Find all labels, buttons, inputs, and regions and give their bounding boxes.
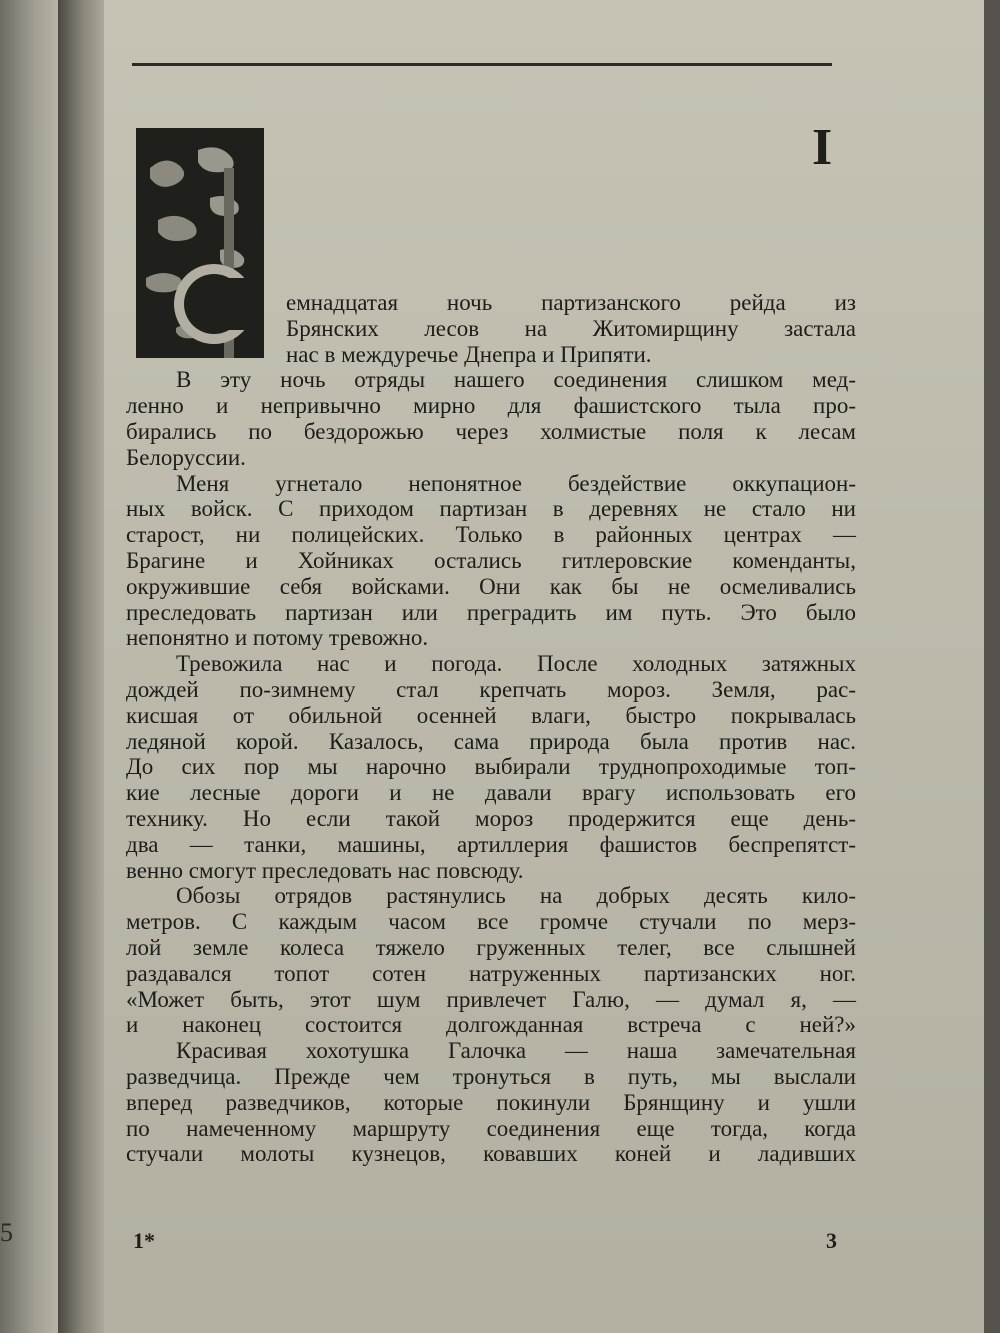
text-line: по намеченному маршруту соединения еще тогда, когда [126,1115,856,1141]
text-line: раздавался топот сотен натруженных партизанских ног. [126,960,856,986]
text-line: два — танки, машины, артиллерия фашистов беспрепятст- [126,831,856,857]
text-line: Белоруссии. [126,444,246,470]
text-line: вперед разведчиков, которые покинули Брянщину и ушли [126,1089,856,1115]
header-rule [132,63,832,66]
page-number: 3 [826,1228,837,1253]
text-line: кисшая от обильной осенней влаги, быстро покрывалась [126,702,856,728]
text-line: непонятно и потому тревожно. [126,625,429,651]
text-line: Меня угнетало непонятное бездействие оккупацион- [176,470,856,496]
text-line: ленно и непривычно мирно для фашистского тыла про- [126,393,856,419]
text-line: технику. Но если такой мороз продержится еще день- [126,805,856,831]
text-line: емнадцатая ночь партизанского рейда из [286,290,856,315]
text-line: До сих пор мы нарочно выбирали труднопроходимые топ- [126,754,856,780]
text-line: Обозы отрядов растянулись на добрых десять кило- [176,883,856,909]
text-line: и наконец состоится долгожданная встреча с ней?» [126,1012,856,1038]
text-line: окружившие себя войсками. Они как бы не осмеливались [126,573,856,599]
text-line: Брагине и Хойниках остались гитлеровские коменданты, [126,547,856,573]
text-line: нас в междуречье Днепра и Припяти. [286,341,652,367]
text-line: В эту ночь отряды нашего соединения слишком мед- [176,367,856,393]
text-line: ледяной корой. Казалось, сама природа была против нас. [126,728,856,754]
text-line: бирались по бездорожью через холмистые поля к лесам [126,418,856,444]
text-line: метров. С каждым часом все громче стучали по мерз- [126,909,856,935]
text-line: Брянских лесов на Житомирщину застала [286,315,856,341]
text-line: «Может быть, этот шум привлечет Галю, — думал я, — [126,986,856,1012]
text-line: дождей по-зимнему стал крепчать мороз. Земля, рас- [126,676,856,702]
book-gutter [58,0,108,1333]
text-line: разведчица. Прежде чем тронуться в путь, мы выслали [126,1063,856,1089]
text-line: лой земле колеса тяжело груженных телег, все слышней [126,934,856,960]
text-line: кие лесные дороги и не давали врагу использовать его [126,780,856,806]
facing-page-edge [0,0,58,1333]
text-line: Тревожила нас и погода. После холодных затяжных [176,651,856,677]
signature-mark: 1* [133,1228,155,1253]
text-line: старост, ни полицейских. Только в районных центрах — [126,522,856,548]
page-edge-shadow [984,0,1000,1333]
text-line: стучали молоты кузнецов, ковавших коней и ладивших [126,1141,856,1167]
text-line: Красивая хохотушка Галочка — наша замечательная [176,1038,856,1064]
text-line: ных войск. С приходом партизан в деревнях не стало ни [126,496,856,522]
body-text [126,290,856,1167]
text-line: преследовать партизан или преградить им путь. Это было [126,599,856,625]
text-line: венно смогут преследовать нас повсюду. [126,857,524,883]
facing-page-number: 5 [0,1218,13,1247]
chapter-number: I [812,119,833,176]
